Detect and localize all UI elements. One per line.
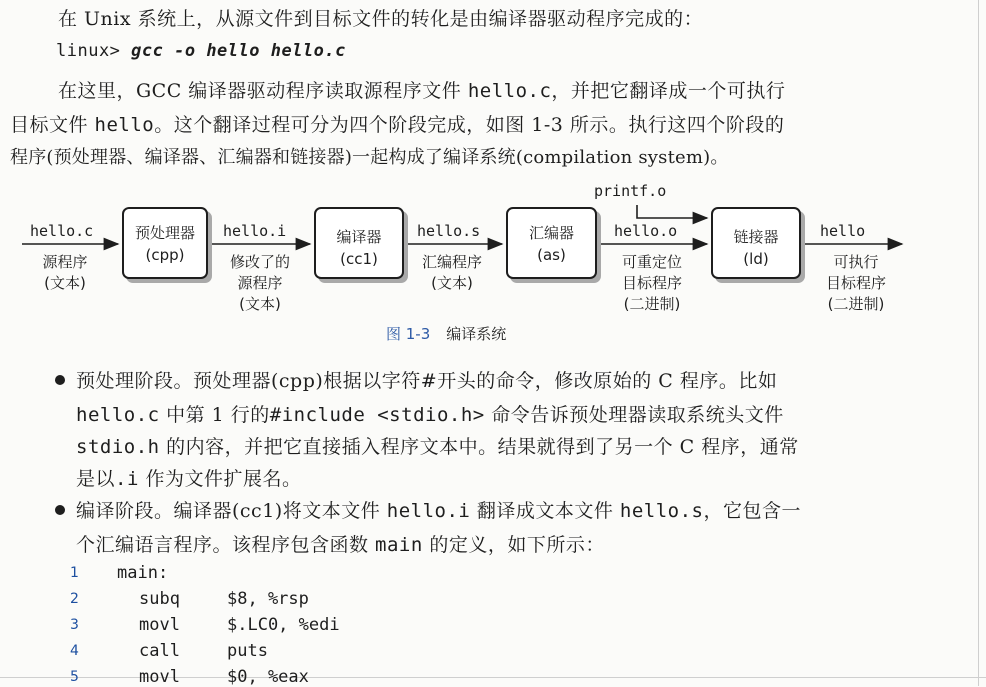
caption-number: 图 1-3 xyxy=(386,325,431,343)
desc-assembly xyxy=(406,252,498,294)
bullet-text: 命令告诉预处理器读取系统头文件 xyxy=(484,404,784,426)
stage-compiler xyxy=(314,207,404,279)
inline-code: main xyxy=(375,534,423,556)
desc-line: (二进制) xyxy=(623,295,681,313)
desc-line: 修改了的 xyxy=(229,253,290,271)
file-label: hello.i xyxy=(223,222,287,240)
para-text: 目标文件 xyxy=(10,114,95,136)
desc-line: (文本) xyxy=(431,274,473,292)
stage-name: 汇编器 xyxy=(528,224,574,242)
code-arg: $8, %rsp xyxy=(227,589,309,609)
intro-line: 在 Unix 系统上，从源文件到目标文件的转化是由编译器驱动程序完成的： xyxy=(58,8,704,30)
desc-line: 源程序 xyxy=(42,253,88,271)
bullet-text: 是以 xyxy=(76,468,116,490)
para-text: ，并把它翻译成一个可执行 xyxy=(551,80,786,102)
para-line-3: 程序(预处理器、编译器、汇编器和链接器)一起构成了编译系统(compilation system)。 xyxy=(10,147,729,168)
figure-caption xyxy=(386,323,506,344)
desc-line: (二进制) xyxy=(827,295,885,313)
bullet-text: 个汇编语言程序。该程序包含函数 xyxy=(76,534,376,556)
code-op: subq xyxy=(139,589,180,609)
code-line-number: 4 xyxy=(70,643,79,659)
bullet1-line-4 xyxy=(76,464,301,491)
bullet-text: 作为文件扩展名。 xyxy=(138,468,302,490)
bullet-dot xyxy=(55,375,65,385)
stage-name: 预处理器 xyxy=(134,224,195,242)
para-text: 在这里，GCC 编译器驱动程序读取源程序文件 xyxy=(58,80,468,102)
desc-line: 可重定位 xyxy=(621,253,682,271)
desc-line: (文本) xyxy=(44,274,86,292)
inline-code: #include <stdio.h> xyxy=(269,404,485,426)
bullet1-line-1: 预处理阶段。预处理器(cpp)根据以字符#开头的命令，修改原始的 C 程序。比如 xyxy=(76,370,778,392)
desc-executable xyxy=(806,252,906,315)
stage-linker xyxy=(711,207,801,279)
stage-name: 链接器 xyxy=(733,228,779,246)
para-code: hello xyxy=(94,114,155,136)
stage-cmd: (as) xyxy=(537,246,566,264)
bullet-text: 的定义，如下所示： xyxy=(422,534,605,556)
file-label: hello.s xyxy=(417,222,481,240)
file-label: hello.c xyxy=(30,222,94,240)
bullet2-line-2 xyxy=(76,530,605,557)
stage-cmd: (ld) xyxy=(743,250,769,268)
code-op: movl xyxy=(139,667,180,687)
code-line-number: 1 xyxy=(70,565,79,581)
bullet1-line-2 xyxy=(76,400,784,427)
caption-text: 编译系统 xyxy=(446,325,507,343)
desc-source xyxy=(20,252,110,294)
arrow-printf xyxy=(637,205,707,218)
bullet-text: 的内容，并把它直接插入程序文本中。结果就得到了另一个 C 程序，通常 xyxy=(159,436,799,458)
inline-code: .i xyxy=(115,468,139,490)
code-arg: $0, %eax xyxy=(227,667,309,687)
bullet-dot xyxy=(55,505,65,515)
code-line-number: 2 xyxy=(70,591,79,607)
inline-code: hello.i xyxy=(386,500,471,522)
code-arg: puts xyxy=(227,641,268,661)
code-op: call xyxy=(139,641,180,661)
bullet2-line-1 xyxy=(76,496,801,523)
code-arg: $.LC0, %edi xyxy=(227,615,340,635)
stage-name: 编译器 xyxy=(336,228,382,246)
inline-code: hello.s xyxy=(619,500,704,522)
code-op: main: xyxy=(117,563,169,583)
stage-assembler xyxy=(506,207,597,279)
bullet1-line-3 xyxy=(76,432,799,459)
para-code: hello.c xyxy=(467,80,552,102)
command-text: gcc -o hello hello.c xyxy=(131,41,346,61)
para-text: 。这个翻译过程可分为四个阶段完成，如图 1-3 所示。执行这四个阶段的 xyxy=(154,114,785,136)
desc-line: 汇编程序 xyxy=(421,253,482,271)
bullet-text: 编译阶段。编译器(cc1)将文本文件 xyxy=(76,500,387,522)
code-line-number: 3 xyxy=(70,617,79,633)
stage-cmd: (cc1) xyxy=(340,250,378,268)
desc-line: 可执行 xyxy=(833,253,879,271)
stage-cmd: (cpp) xyxy=(145,246,185,264)
printf-label: printf.o xyxy=(594,182,667,200)
stage-preprocessor xyxy=(122,207,208,279)
desc-line: 目标程序 xyxy=(825,274,886,292)
inline-code: hello.c xyxy=(76,404,160,426)
desc-line: (文本) xyxy=(239,295,281,313)
code-op: movl xyxy=(139,615,180,635)
desc-relocatable xyxy=(602,252,702,315)
bullet-text: 翻译成文本文件 xyxy=(470,500,620,522)
file-label: hello xyxy=(820,222,866,240)
desc-line: 源程序 xyxy=(237,274,283,292)
inline-code: stdio.h xyxy=(76,436,160,458)
desc-modified-source xyxy=(214,252,306,315)
file-label: hello.o xyxy=(614,222,678,240)
desc-line: 目标程序 xyxy=(621,274,682,292)
bullet-text: 中第 1 行的 xyxy=(159,404,270,426)
bullet-text: ，它包含一 xyxy=(703,500,802,522)
code-line-number: 5 xyxy=(70,669,79,685)
command-prompt: linux> xyxy=(56,41,121,61)
